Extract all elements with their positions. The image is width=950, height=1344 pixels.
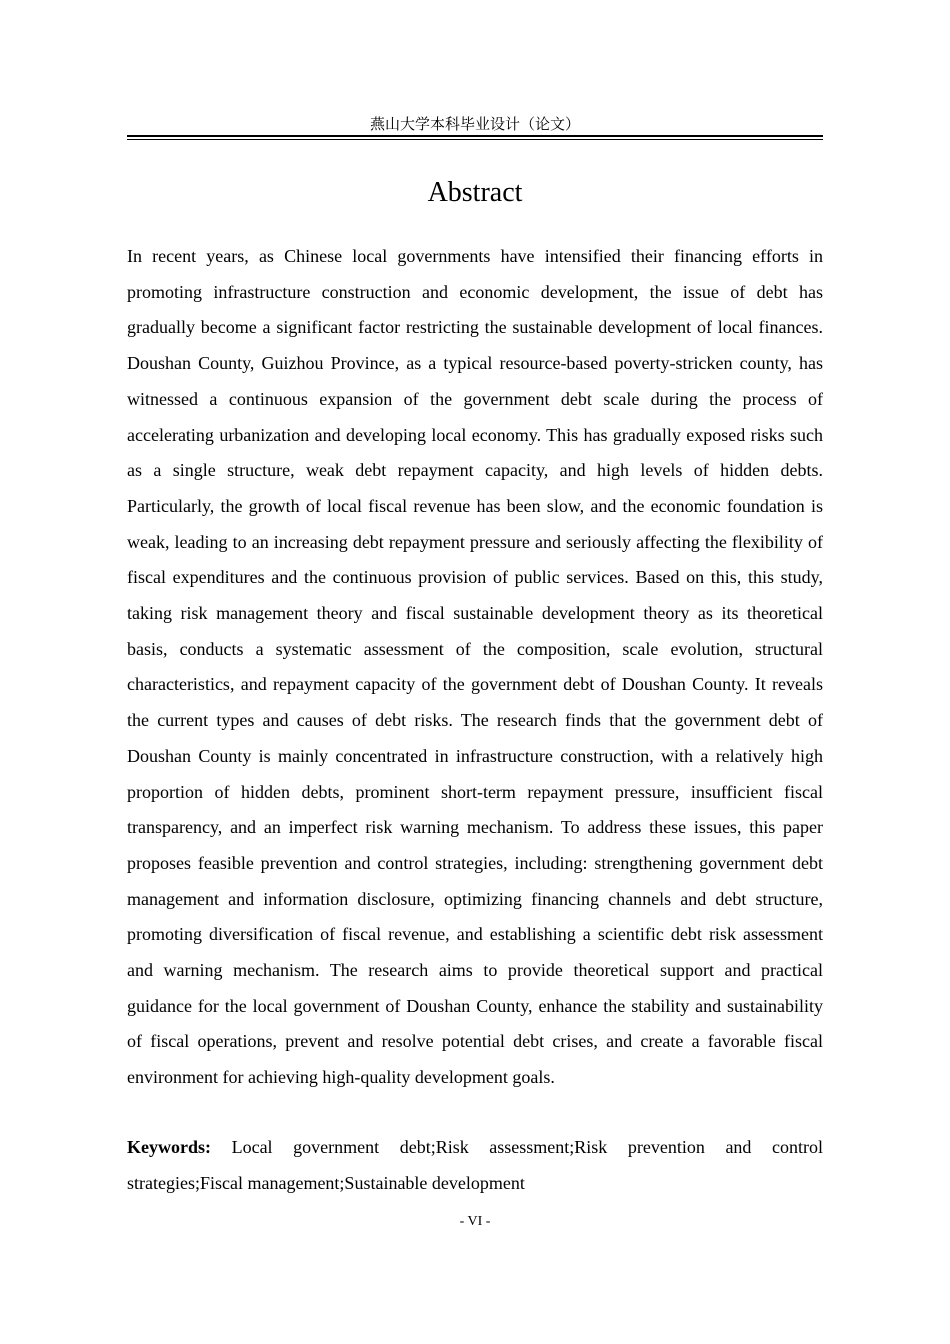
header-rule-thick (127, 135, 823, 137)
abstract-body: In recent years, as Chinese local governments have intensified their financing efforts in promoting infrastructure construction and economic development, the issue of debt has gradually become a significant factor restricting the sustainable development of local finances. Doushan County, Guizhou Province, as a typical resource-based poverty-stricken county, has witnessed a continuous expansion of the government debt scale during the process of accelerating urbanization and developing local economy. This has gradually exposed risks such as a single structure, weak debt repayment capacity, and high levels of hidden debts. Particularly, the growth of local fiscal revenue has been slow, and the economic foundation is weak, leading to an increasing debt repayment pressure and seriously affecting the flexibility of fiscal expenditures and the continuous provision of public services. Based on this, this study, taking risk management theory and fiscal sustainable development theory as its theoretical basis, conducts a systematic assessment of the composition, scale evolution, structural characteristics, and repayment capacity of the government debt of Doushan County. It reveals the current types and causes of debt risks. The research finds that the government debt of Doushan County is mainly concentrated in infrastructure construction, with a relatively high proportion of hidden debts, prominent short-term repayment pressure, insufficient fiscal transparency, and an imperfect risk warning mechanism. To address these issues, this paper proposes feasible prevention and control strategies, including: strengthening government debt management and information disclosure, optimizing financing channels and debt structure, promoting diversification of fiscal revenue, and establishing a scientific debt risk assessment and warning mechanism. The research aims to provide theoretical support and practical guidance for the local government of Doushan County, enhance the stability and sustainability of fiscal operations, prevent and resolve potential debt crises, and create a favorable fiscal environment for achieving high-quality development goals. (127, 246, 823, 1088)
page-number: - VI - (459, 1214, 491, 1229)
keywords-paragraph (127, 1130, 823, 1201)
abstract-title: Abstract (427, 177, 523, 208)
header-rule-thin (127, 139, 823, 140)
keywords-text: Local government debt;Risk assessment;Risk prevention and control strategies;Fiscal management;Sustainable development (127, 1137, 823, 1193)
running-header: 燕山大学本科毕业设计（论文） (369, 115, 580, 133)
keywords-label: Keywords: (127, 1137, 211, 1157)
